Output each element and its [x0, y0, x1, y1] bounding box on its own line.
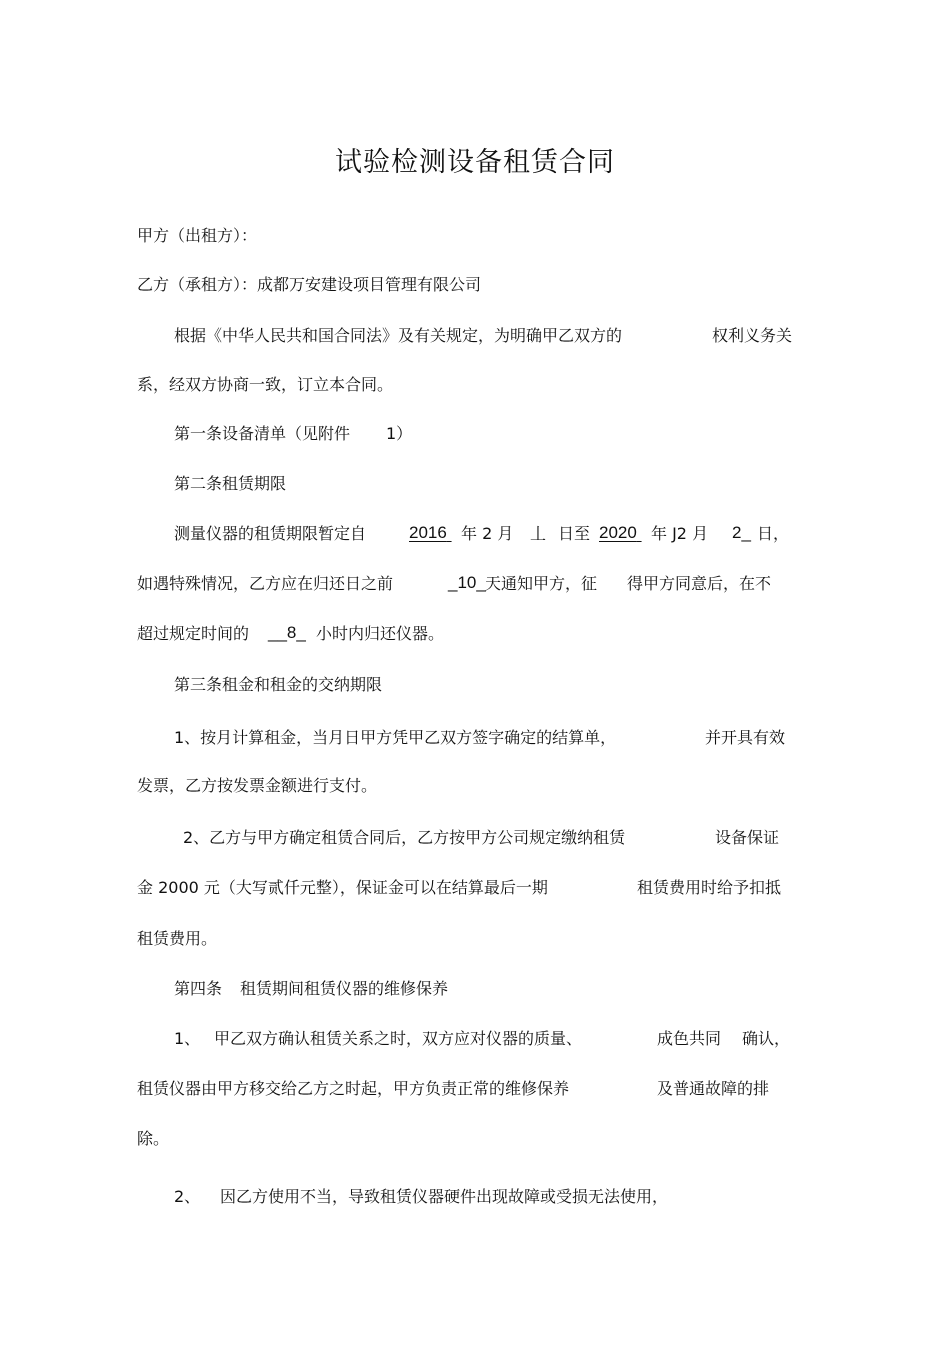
article-4-heading-a: 第四条	[174, 979, 223, 998]
article-2-line-1a: 测量仪器的租赁期限暂定自	[174, 524, 367, 543]
article-4-p1-num: 1、	[174, 1029, 201, 1048]
article-3-heading: 第三条租金和租金的交纳期限	[174, 675, 383, 694]
article-3-p2-line-1a: 2、乙方与甲方确定租赁合同后，乙方按甲方公司规定缴纳租赁	[183, 828, 626, 847]
article-3-p2-line-2b: 租赁费用时给予扣抵	[637, 878, 782, 897]
intro-line-1b: 权利义务关	[712, 326, 793, 345]
lease-end-year	[599, 523, 642, 543]
article-4-p1-line-1d: 确认，	[742, 1029, 791, 1048]
party-b-label: 乙方（承租方）：	[137, 275, 258, 294]
article-2-line-3a: 超过规定时间的	[137, 624, 250, 643]
article-2-line-1b: 年 2 月	[461, 524, 514, 543]
party-b-name: 成都万安建设项目管理有限公司	[257, 275, 482, 294]
article-2-line-3b: 小时内归还仪器。	[316, 624, 445, 643]
article-2-line-1c: 日至	[558, 524, 591, 543]
party-b-line	[137, 275, 481, 295]
article-3-p1-line-1a: 1、按月计算租金，当月日甲方凭甲乙双方签字确定的结算单，	[174, 728, 617, 747]
lease-end-year-value: 2020	[599, 523, 637, 542]
intro-line-2: 系，经双方协商一致，订立本合同。	[137, 375, 394, 394]
article-3-p2-line-1b: 设备保证	[715, 828, 780, 847]
notice-days-value: 10	[457, 573, 477, 592]
article-4-p1-line-2a: 租赁仪器由甲方移交给乙方之时起，甲方负责正常的维修保养	[137, 1079, 570, 1098]
article-3-p2-line-3: 租赁费用。	[137, 929, 218, 948]
article-2-line-2c: 得甲方同意后，在不	[627, 574, 772, 593]
article-4-p1-line-1c: 成色共同	[657, 1029, 722, 1048]
lease-start-year	[409, 523, 452, 543]
article-4-p2-num: 2、	[174, 1187, 201, 1206]
article-2-line-2a: 如遇特殊情况，乙方应在归还日之前	[137, 574, 394, 593]
intro-line-1a: 根据《中华人民共和国合同法》及有关规定，为明确甲乙双方的	[174, 326, 623, 345]
article-1-text: 第一条设备清单（见附件	[174, 424, 351, 443]
lease-end-day-value: 2	[732, 523, 742, 542]
return-hours-value: 8	[286, 623, 297, 642]
party-a-line: 甲方（出租方）：	[137, 226, 258, 245]
article-4-heading-b: 租赁期间租赁仪器的维修保养	[240, 979, 449, 998]
return-hours: __8_	[268, 623, 306, 642]
document-title: 试验检测设备租赁合同	[335, 147, 615, 178]
article-3-p1-line-2: 发票，乙方按发票金额进行支付。	[137, 776, 378, 795]
lease-start-day: 丄	[530, 524, 547, 543]
article-1-num: 1）	[386, 424, 413, 443]
notice-days: _10_	[448, 573, 486, 592]
article-4-p1-line-1b: 甲乙双方确认租赁关系之时，双方应对仪器的质量、	[214, 1029, 583, 1048]
article-3-p1-line-1b: 并开具有效	[705, 728, 786, 747]
lease-end-day: 2_	[732, 523, 751, 542]
article-3-p2-line-2a: 金 2000 元（大写贰仟元整），保证金可以在结算最后一期	[137, 878, 548, 897]
article-4-p1-line-3: 除。	[137, 1129, 170, 1148]
article-2-line-2b: 天通知甲方，征	[485, 574, 598, 593]
article-2-heading: 第二条租赁期限	[174, 474, 287, 493]
article-4-p1-line-2b: 及普通故障的排	[657, 1079, 770, 1098]
article-2-line-1e: 日，	[757, 524, 790, 543]
article-4-p2-line-1: 因乙方使用不当，导致租赁仪器硬件出现故障或受损无法使用，	[220, 1187, 669, 1206]
article-2-line-1d: 年 J2 月	[651, 524, 709, 543]
lease-start-year-value: 2016	[409, 523, 447, 542]
